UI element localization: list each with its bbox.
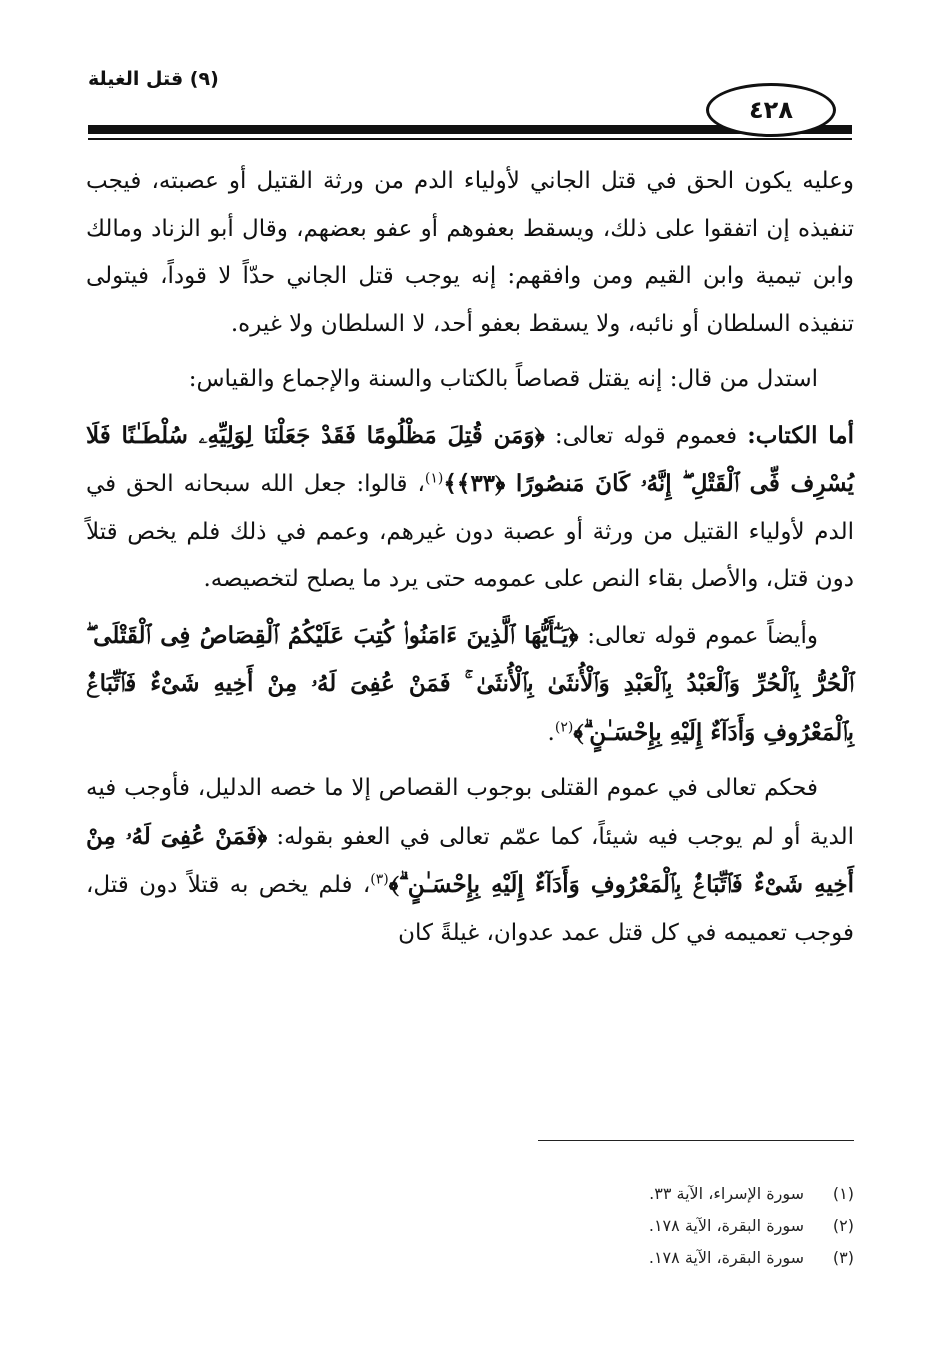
footnote-3 [480,1242,854,1274]
quran-verse-3: ﴿فَمَنْ عُفِىَ لَهُۥ مِنْ أَخِيهِ شَىْءٌ فَٱتِّبَاعٌۢ بِٱلْمَعْرُوفِ وَأَدَآءٌ إِلَيْهِ بِإِحْسَـٰنٍ ۗ﴾ [86,822,854,898]
paragraph-5-intro: فحكم تعالى في عموم القتلى بوجوب القصاص إلا ما خصه الدليل، فأوجب فيه الدية أو لم يوجب فيه شيئاً، كما عمّم تعالى في العفو بقوله: [86,775,854,850]
footnote-ref-1[interactable]: (١) [424,470,444,487]
footnote-text: سورة الإسراء، الآية ٣٣. [649,1184,804,1203]
footnote-2 [480,1210,854,1242]
footnote-number: (٢) [832,1216,854,1235]
section-lead: أما الكتاب: [747,421,854,449]
running-header-title: (٩) قتل الغيلة [88,68,219,90]
main-text [86,158,854,957]
footnote-ref-2[interactable]: (٢) [554,718,574,735]
page-number: ٤٢٨ [749,96,793,124]
paragraph-2: استدل من قال: إنه يقتل قصاصاً بالكتاب والسنة والإجماع والقياس: [188,366,818,392]
paragraph-4-intro: وأيضاً عموم قوله تعالى: [578,622,818,649]
paragraph-3-intro: فعموم قوله تعالى: [544,422,748,449]
footnote-text: سورة البقرة، الآية ١٧٨. [648,1248,804,1267]
paragraph-3-body: ، قالوا: جعل الله سبحانه الحق في الدم لأولياء القتيل من ورثة أو عصبة دون غيرهم، وعمم في ذلك فلم يخص قتلاً دون قتل، والأصل بقاء النص على عمومه حتى يرد ما يصلح لتخصيصه. [86,471,854,592]
quran-verse-1: ﴿وَمَن قُتِلَ مَظْلُومًا فَقَدْ جَعَلْنَا لِوَلِيِّهِۦ سُلْطَـٰنًا فَلَا يُسْرِف فِّى ٱلْقَتْلِ ۖ إِنَّهُۥ كَانَ مَنصُورًا ﴿٣٣﴾﴾ [86,421,854,497]
paragraph-5-body: ، فلم يخص به قتلاً دون قتل، فوجب تعميمه في كل قتل عمد عدوان، غيلةً كان [86,872,854,946]
footnotes [480,1178,854,1274]
footnote-separator [538,1140,854,1141]
paragraph-1: وعليه يكون الحق في قتل الجاني لأولياء الدم من ورثة القتيل أو عصبته، فيجب تنفيذه إن اتفقوا على ذلك، ويسقط بعفوهم أو عفو بعضهم، وقال أبو الزناد ومالك وابن تيمية وابن القيم ومن وافقهم: إنه يوجب قتل الجاني حدّاً لا قوداً، فيتولى تنفيذه السلطان أو نائبه، ولا يسقط بعفو أحد، لا السلطان ولا غيره. [86,168,854,337]
footnote-1 [480,1178,854,1210]
paragraph-3 [86,412,854,604]
paragraph-4 [86,612,854,758]
paragraph-5 [86,765,854,957]
footnote-number: (٣) [832,1248,854,1267]
page-number-badge [706,83,836,137]
footnote-number: (١) [832,1184,854,1203]
footnote-text: سورة البقرة، الآية ١٧٨. [648,1216,804,1235]
footnote-ref-3[interactable]: (٣) [370,871,389,888]
header-rule-thin [88,138,852,140]
paragraph-4-end: . [547,719,555,746]
quran-verse-2: ﴿يَـٰٓأَيُّهَا ٱلَّذِينَ ءَامَنُوا۟ كُتِبَ عَلَيْكُمُ ٱلْقِصَاصُ فِى ٱلْقَتْلَى ۖ ٱلْحُرُّ بِٱلْحُرِّ وَٱلْعَبْدُ بِٱلْعَبْدِ وَٱلْأُنثَىٰ بِٱلْأُنثَىٰ ۚ فَمَنْ عُفِىَ لَهُۥ مِنْ أَخِيهِ شَىْءٌ فَٱتِّبَاعٌۢ بِٱلْمَعْرُوفِ وَأَدَآءٌ إِلَيْهِ بِإِحْسَـٰنٍ ۗ﴾ [86,621,854,746]
